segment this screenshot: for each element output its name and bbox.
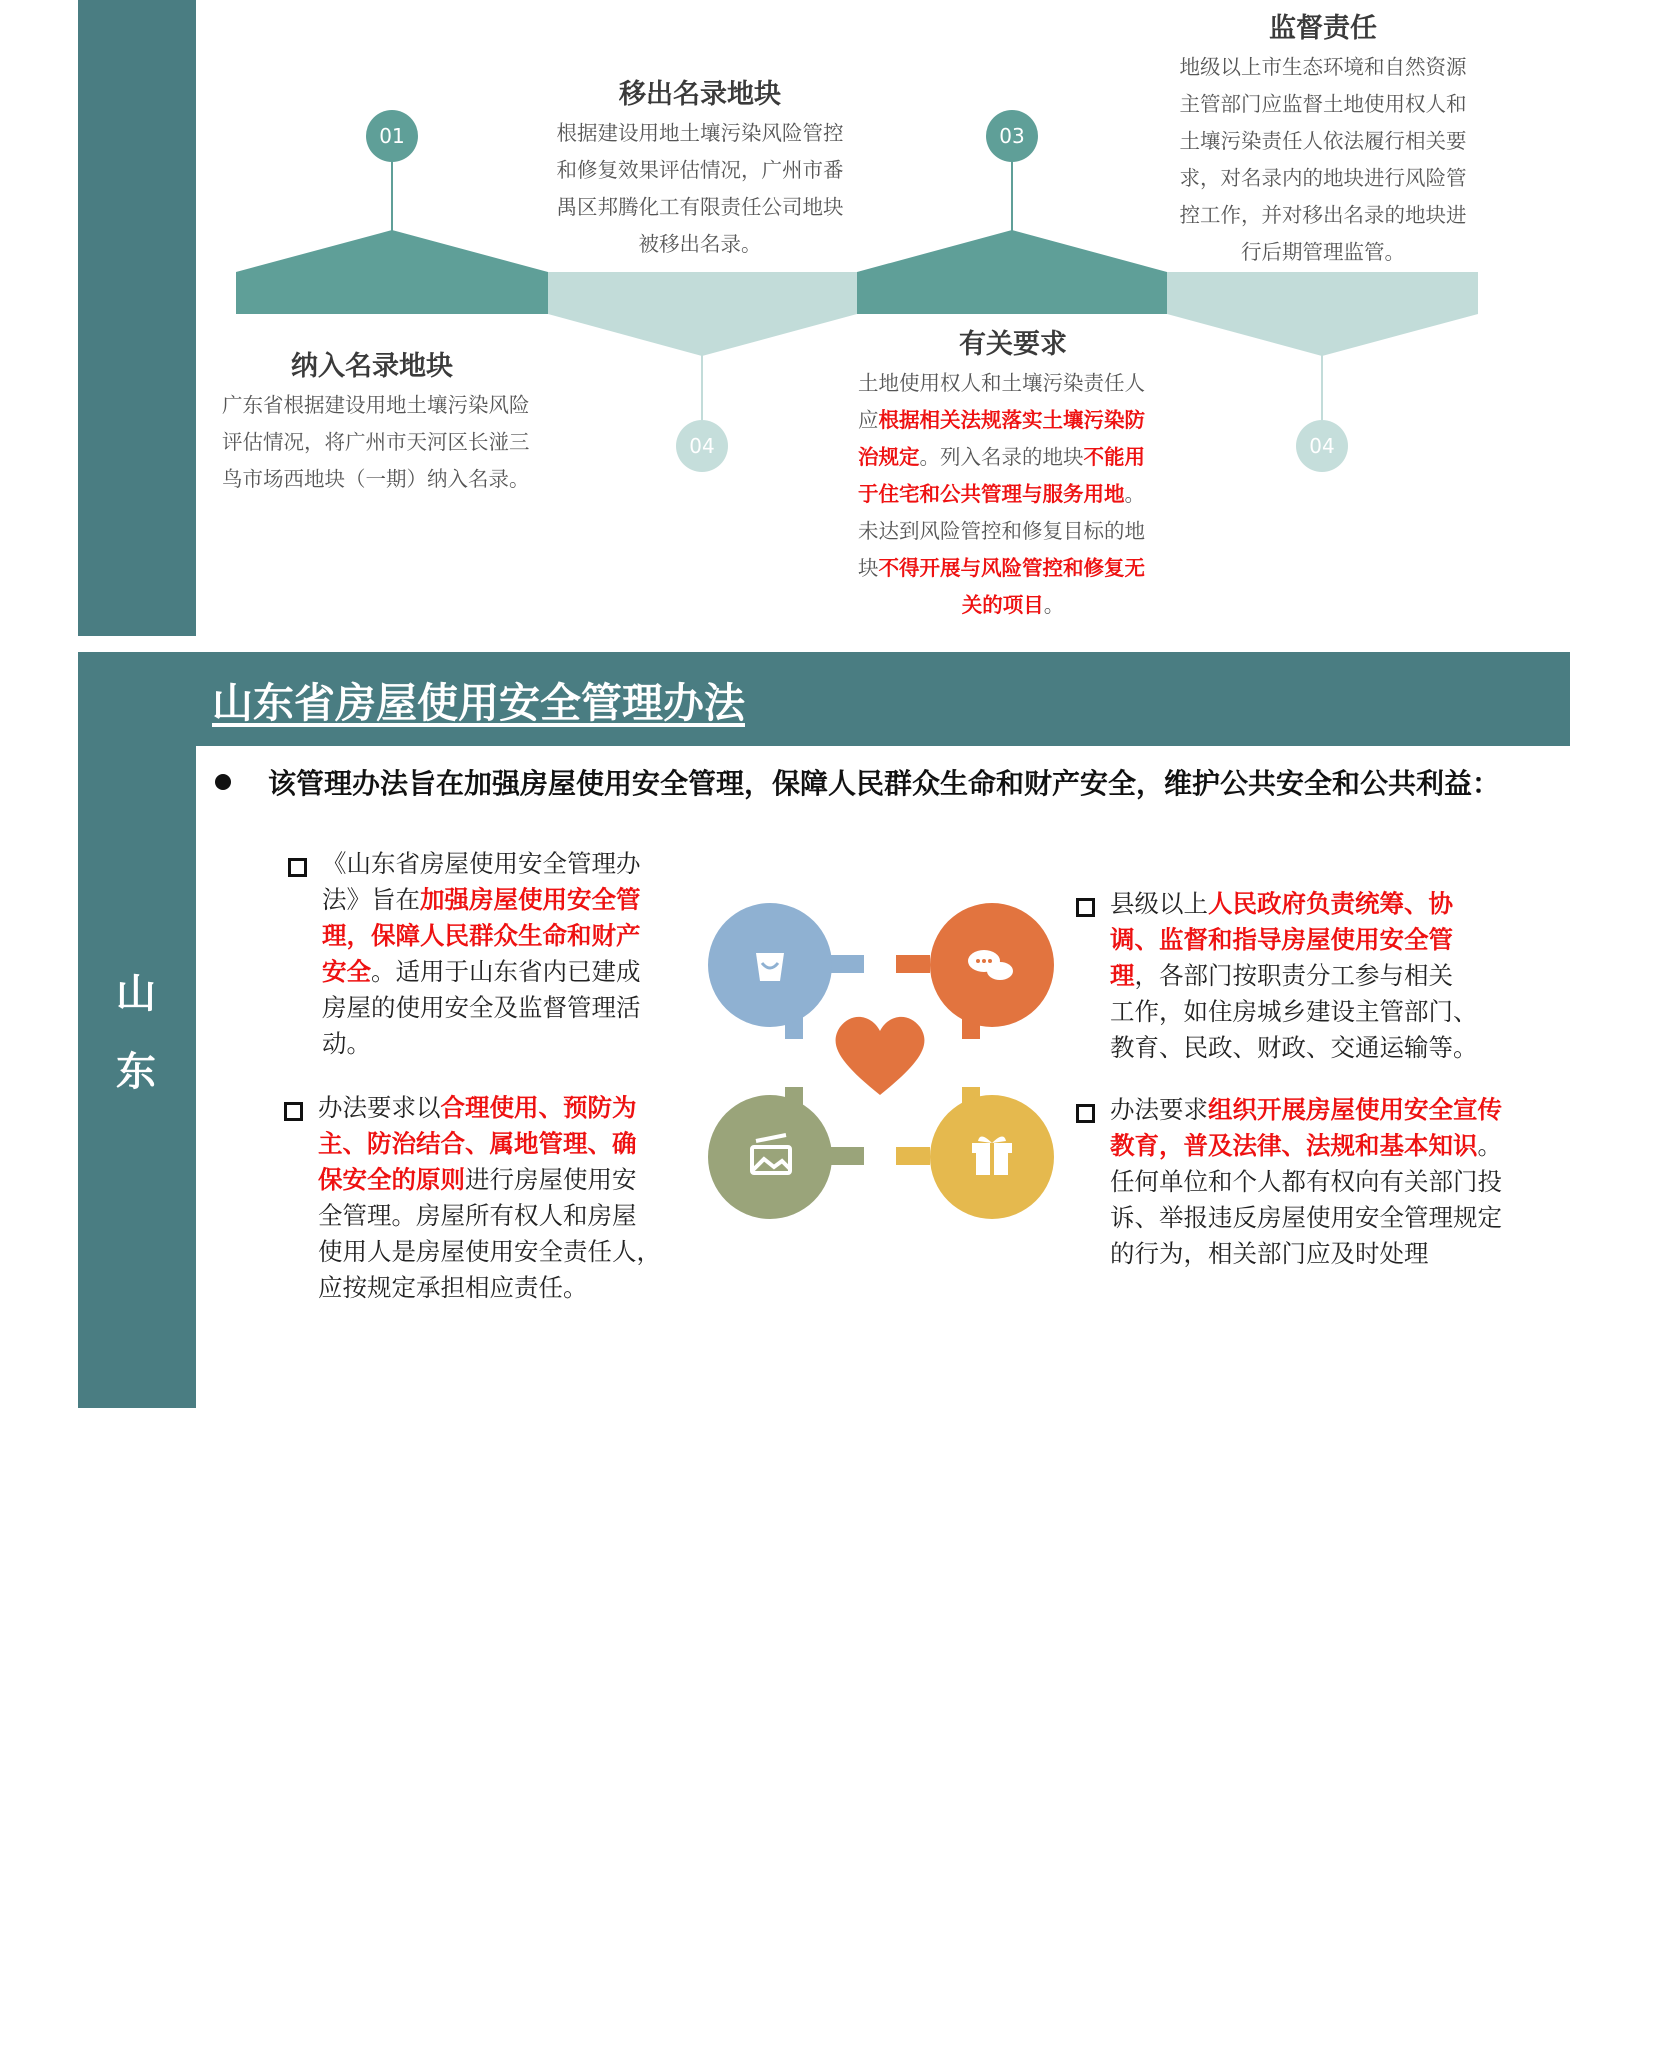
text-line [1110,1236,1540,1272]
highlight-run: 安全 [322,957,371,986]
text-run: 县级以上 [1110,889,1208,918]
highlight-run: 理，保障人民群众生命和财产 [322,921,641,950]
text-line: 求，对名录内的地块进行风险管 [1179,166,1467,190]
text-line [858,439,1168,476]
text-line [1110,1200,1540,1236]
text-line [858,365,1168,402]
block-purpose [322,846,662,1062]
section-title: 山东省房屋使用安全管理办法 [212,679,745,727]
highlight-run: 保安全的原则 [318,1165,465,1194]
text-line: 地级以上市生态环境和自然资源 [1179,55,1467,79]
sidebar-char-dong: 东 [116,1049,156,1095]
text-run: 土地使用权人和土壤污染责任人 [858,371,1145,395]
timeline-item-include [222,344,552,498]
text-run: 应按规定承担相应责任。 [318,1273,588,1302]
text-run: 教育、民政、财政、交通运输等。 [1110,1033,1478,1062]
node-01-stem [391,160,393,232]
text-run: 应 [858,408,879,432]
text-run: 使用人是房屋使用安全责任人， [318,1237,661,1266]
ribbon-seg-3 [857,230,1167,314]
text-line [318,1090,668,1126]
text-line [322,846,662,882]
center-infographic [700,895,1060,1235]
highlight-run: 加强房屋使用安全管 [420,885,641,914]
text-line: 根据建设用地土壤污染风险管控 [556,121,844,145]
block-government [1110,886,1530,1066]
text-line: 土壤污染责任人依法履行相关要 [1179,129,1467,153]
node-01: 01 [366,110,418,162]
text-line [322,918,662,954]
text-line [1110,1128,1540,1164]
text-line [318,1126,668,1162]
text-run: ，各部门按职责分工参与相关 [1134,961,1453,990]
highlight-run: 于住宅和公共管理与服务用地 [858,482,1125,506]
node-03: 03 [986,110,1038,162]
item-requirements-body [858,365,1168,624]
text-line [1110,1092,1540,1128]
text-run: 任何单位和个人都有权向有关部门投 [1110,1167,1502,1196]
text-run: 动。 [322,1029,371,1058]
highlight-run: 人民政府负责统筹、协 [1208,889,1453,918]
text-run: 未达到风险管控和修复目标的地 [858,519,1145,543]
text-line [322,1026,662,1062]
item-include-title: 纳入名录地块 [291,351,453,382]
text-line [318,1234,668,1270]
text-line [322,954,662,990]
timeline-item-supervise [1168,6,1478,271]
ribbon-seg-4 [1167,272,1478,356]
highlight-run: 治规定 [858,445,920,469]
item-remove-title: 移出名录地块 [619,79,781,110]
checkbox-bullet [1076,1104,1095,1123]
text-line [858,402,1168,439]
timeline-item-remove [540,72,860,263]
text-line: 鸟市场西地块（一期）纳入名录。 [222,467,530,491]
item-supervise-body [1168,49,1478,271]
text-run: 工作，如住房城乡建设主管部门、 [1110,997,1478,1026]
item-requirements-title: 有关要求 [959,329,1067,360]
node-04a-stem [701,354,703,420]
text-run: 办法要求 [1110,1095,1208,1124]
timeline-item-requirements [858,322,1168,624]
bag-icon [756,953,784,981]
text-run: 块 [858,556,879,580]
text-run: 诉、举报违反房屋使用安全管理规定 [1110,1203,1502,1232]
highlight-run: 不得开展与风险管控和修复无 [878,556,1145,580]
node-04b: 04 [1296,420,1348,472]
text-run: 《山东省房屋使用安全管理办 [322,849,641,878]
text-run: 。适用于山东省内已建成 [371,957,641,986]
text-line [858,550,1168,587]
text-line [318,1162,668,1198]
text-line [858,513,1168,550]
text-run: 。列入名录的地块 [919,445,1084,469]
node-03-stem [1011,160,1013,232]
text-line: 行后期管理监管。 [1241,240,1405,264]
sidebar-char-shan: 山 [116,971,156,1017]
text-line: 和修复效果评估情况，广州市番 [556,158,844,182]
highlight-run: 关的项目 [961,593,1044,617]
block-education [1110,1092,1540,1272]
ribbon-seg-2 [548,272,857,356]
text-line: 评估情况，将广州市天河区长湴三 [222,430,530,454]
text-line: 被移出名录。 [638,232,762,256]
highlight-run: 组织开展房屋使用安全宣传 [1208,1095,1502,1124]
text-run: 办法要求以 [318,1093,441,1122]
text-line [1110,958,1530,994]
node-04a: 04 [676,420,728,472]
text-line [1110,994,1530,1030]
heart-icon [836,1017,925,1095]
text-run: 。 [1477,1131,1502,1160]
text-run: 。 [1043,593,1065,617]
lead-bullet [215,774,231,790]
text-line [858,587,1168,624]
highlight-run: 主、防治结合、属地管理、确 [318,1129,637,1158]
text-run: 进行房屋使用安 [465,1165,637,1194]
item-remove-body [540,115,860,263]
text-line [322,990,662,1026]
checkbox-bullet [284,1102,303,1121]
text-line [1110,886,1530,922]
sidebar-strip-shandong [78,652,196,1408]
section-lead: 该管理办法旨在加强房屋使用安全管理，保障人民群众生命和财产安全，维护公共安全和公共利益： [268,767,1501,800]
highlight-run: 调、监督和指导房屋使用安全管 [1110,925,1453,954]
ribbon-seg-1 [236,230,548,314]
text-line: 主管部门应监督土地使用权人和 [1179,92,1467,116]
text-line [858,476,1168,513]
text-line: 禺区邦腾化工有限责任公司地块 [556,195,844,219]
highlight-run: 合理使用、预防为 [440,1093,637,1122]
highlight-run: 理 [1110,961,1135,990]
photo-circle [708,1095,832,1219]
text-line [1110,1164,1540,1200]
block-principles [318,1090,668,1306]
highlight-run: 不能用 [1083,445,1145,469]
text-line [1110,1030,1530,1066]
highlight-run: 根据相关法规落实土壤污染防 [878,408,1145,432]
text-line [318,1198,668,1234]
text-line [318,1270,668,1306]
text-run: 。 [1124,482,1145,506]
text-run: 的行为，相关部门应及时处理 [1110,1239,1429,1268]
text-run: 房屋的使用安全及监督管理活 [322,993,641,1022]
text-run: 法》旨在 [322,885,420,914]
highlight-run: 教育，普及法律、法规和基本知识 [1110,1131,1478,1160]
text-line [322,882,662,918]
item-supervise-title: 监督责任 [1269,13,1377,44]
item-include-body [222,387,552,498]
text-line: 控工作，并对移出名录的地块进 [1179,203,1467,227]
checkbox-bullet [1076,898,1095,917]
checkbox-bullet [288,858,307,877]
text-line [1110,922,1530,958]
node-04b-stem [1321,354,1323,420]
text-line: 广东省根据建设用地土壤污染风险 [222,393,530,417]
text-run: 全管理。房屋所有权人和房屋 [318,1201,637,1230]
